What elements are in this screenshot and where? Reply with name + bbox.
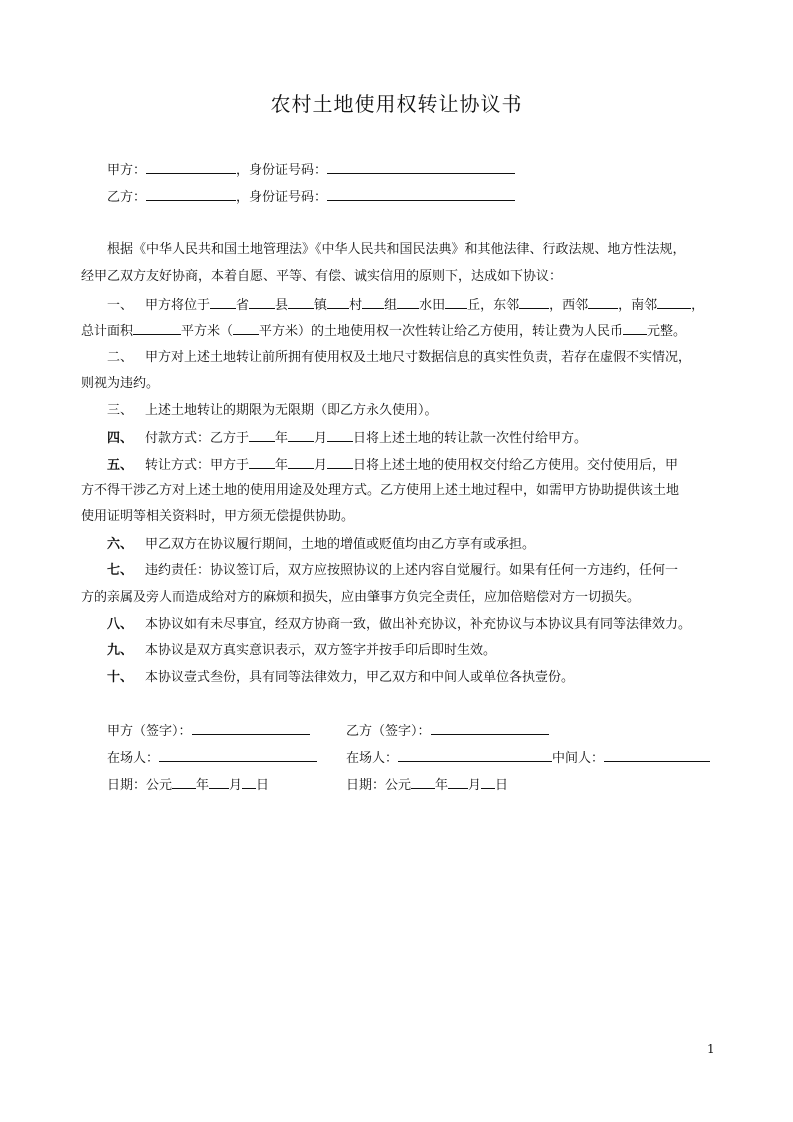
payment-month-field[interactable]	[288, 429, 314, 442]
clause-10-text: 本协议壹式叁份，具有同等法律效力，甲乙双方和中间人或单位各执壹份。	[145, 670, 575, 685]
clause-1-line-1	[107, 296, 704, 315]
jia-date-line	[107, 776, 269, 795]
clause-6-number: 六、	[107, 537, 134, 552]
clause-3-line	[107, 402, 438, 420]
clause-1-text: ，南邻	[618, 298, 658, 313]
clause-2-number: 二、	[107, 350, 134, 365]
clause-3-number: 三、	[107, 403, 134, 418]
clause-5-text: 转让方式：甲方于	[145, 458, 250, 473]
clause-7-line-2: 方的亲属及旁人而造成给对方的麻烦和损失，应由肇事方负完全责任，应加倍赔偿对方一切损失。	[81, 590, 641, 605]
clause-7-text: 违约责任：协议签订后，双方应按照协议的上述内容自觉履行。如果有任何一方违约，任何一	[145, 563, 679, 578]
transfer-year-field[interactable]	[249, 456, 275, 469]
intro-line-2: 经甲乙双方友好协商，本着自愿、平等、有偿、诚实信用的原则下，达成如下协议：	[81, 269, 563, 284]
yi-witness-label: 在场人：	[346, 751, 399, 766]
clause-10-line	[107, 669, 574, 687]
clause-8-number: 八、	[107, 617, 134, 632]
document-title: 农村土地使用权转让协议书	[270, 92, 523, 116]
clause-1-text: 总计面积	[81, 324, 134, 339]
payment-year-field[interactable]	[249, 429, 275, 442]
jia-witness-label: 在场人：	[107, 751, 160, 766]
yi-date-year-field[interactable]	[411, 776, 435, 789]
party-jia-name-field[interactable]	[146, 161, 236, 174]
party-yi-line	[107, 188, 515, 207]
clause-6-text: 甲乙双方在协议履行期间，土地的增值或贬值均由乙方享有或承担。	[145, 537, 536, 552]
yi-signature-line	[346, 722, 549, 741]
jia-date-month-label: 月	[229, 778, 243, 793]
yi-date-month-label: 月	[468, 778, 482, 793]
clause-4-number: 四、	[107, 431, 134, 446]
party-yi-id-field[interactable]	[327, 188, 515, 201]
clause-1-text: 平方米（	[181, 324, 234, 339]
clause-3-text: 上述土地转让的期限为无限期（即乙方永久使用）。	[145, 403, 438, 418]
clause-7-number: 七、	[107, 563, 134, 578]
plot-field[interactable]	[445, 296, 467, 309]
paddy-field-field[interactable]	[397, 296, 419, 309]
yi-signature-field[interactable]	[431, 722, 549, 735]
clause-5-number: 五、	[107, 458, 134, 473]
clause-4-text: 日将上述土地的转让款一次性付给甲方。	[353, 431, 588, 446]
clause-1-number: 一、	[107, 298, 134, 313]
yi-witness-field[interactable]	[398, 749, 552, 762]
transfer-day-field[interactable]	[327, 456, 353, 469]
party-jia-label: 甲方：	[107, 163, 147, 178]
area-alt-field[interactable]	[233, 322, 259, 335]
yi-date-day-field[interactable]	[481, 776, 495, 789]
clause-4-text: 月	[314, 431, 328, 446]
south-neighbor-field[interactable]	[657, 296, 691, 309]
yi-date-month-field[interactable]	[448, 776, 468, 789]
clause-1-text: 村	[349, 298, 363, 313]
clause-1-text: 镇	[314, 298, 328, 313]
clause-1-text: 省	[236, 298, 250, 313]
clause-4-text: 年	[275, 431, 289, 446]
clause-5-text: 月	[314, 458, 328, 473]
party-jia-line	[107, 161, 515, 180]
party-jia-id-label: ，身份证号码：	[236, 163, 328, 178]
jia-witness-field[interactable]	[159, 749, 317, 762]
jia-signature-field[interactable]	[192, 722, 310, 735]
east-neighbor-field[interactable]	[519, 296, 549, 309]
page-number: 1	[707, 1042, 715, 1056]
total-area-field[interactable]	[133, 322, 181, 335]
county-field[interactable]	[249, 296, 275, 309]
village-field[interactable]	[327, 296, 349, 309]
yi-witness-line	[346, 749, 710, 768]
clause-4-text: 付款方式：乙方于	[145, 431, 250, 446]
clause-1-text: 甲方将位于	[145, 298, 211, 313]
clause-1-line-2	[81, 322, 686, 341]
clause-8-line	[107, 616, 691, 634]
yi-date-label: 日期：公元	[346, 778, 412, 793]
jia-signature-line	[107, 722, 310, 741]
clause-9-text: 本协议是双方真实意识表示，双方签字并按手印后即时生效。	[145, 643, 497, 658]
clause-1-text: 元整。	[647, 324, 687, 339]
jia-date-year-field[interactable]	[172, 776, 196, 789]
yi-date-day-label: 日	[495, 778, 509, 793]
intro-line-1: 根据《中华人民共和国土地管理法》《中华人民共和国民法典》和其他法律、行政法规、地方性法规，	[107, 242, 686, 257]
middleman-label: 中间人：	[552, 751, 605, 766]
jia-date-label: 日期：公元	[107, 778, 173, 793]
clause-1-text: ，	[691, 298, 705, 313]
clause-1-text: 水田	[419, 298, 446, 313]
party-yi-label: 乙方：	[107, 190, 147, 205]
clause-5-line-3: 使用证明等相关资料时，甲方须无偿提供协助。	[81, 509, 355, 524]
jia-date-year-label: 年	[196, 778, 210, 793]
clause-10-number: 十、	[107, 670, 134, 685]
payment-day-field[interactable]	[327, 429, 353, 442]
clause-2-line-1	[107, 349, 691, 367]
clause-2-line-2: 则视为违约。	[81, 376, 160, 391]
jia-witness-line	[107, 749, 317, 768]
clause-1-text: 丘，东邻	[467, 298, 520, 313]
yi-date-line	[346, 776, 508, 795]
transfer-fee-field[interactable]	[623, 322, 647, 335]
clause-5-text: 年	[275, 458, 289, 473]
clause-9-number: 九、	[107, 643, 134, 658]
clause-9-line	[107, 642, 496, 660]
clause-4-line	[107, 429, 587, 448]
province-field[interactable]	[210, 296, 236, 309]
group-field[interactable]	[362, 296, 384, 309]
clause-8-text: 本协议如有未尽事宜，经双方协商一致，做出补充协议，补充协议与本协议具有同等法律效力。	[145, 617, 692, 632]
party-yi-id-label: ，身份证号码：	[236, 190, 328, 205]
clause-1-text: 县	[275, 298, 289, 313]
jia-date-month-field[interactable]	[209, 776, 229, 789]
yi-date-year-label: 年	[435, 778, 449, 793]
clause-1-text: 组	[384, 298, 398, 313]
yi-signature-label: 乙方（签字）：	[346, 724, 431, 739]
west-neighbor-field[interactable]	[588, 296, 618, 309]
clause-5-text: 日将上述土地的使用权交付给乙方使用。交付使用后，甲	[353, 458, 679, 473]
jia-date-day-label: 日	[256, 778, 270, 793]
clause-7-line-1	[107, 562, 678, 580]
jia-signature-label: 甲方（签字）：	[107, 724, 192, 739]
clause-1-text: 平方米）的土地使用权一次性转让给乙方使用，转让费为人民币	[259, 324, 624, 339]
transfer-month-field[interactable]	[288, 456, 314, 469]
clause-5-line-2: 方不得干涉乙方对上述土地的使用用途及处理方式。乙方使用上述土地过程中，如需甲方协助提供该土地	[81, 483, 680, 498]
party-jia-id-field[interactable]	[327, 161, 515, 174]
middleman-field[interactable]	[604, 749, 710, 762]
party-yi-name-field[interactable]	[146, 188, 236, 201]
clause-6-line	[107, 536, 535, 554]
clause-1-text: ，西邻	[549, 298, 589, 313]
jia-date-day-field[interactable]	[242, 776, 256, 789]
clause-2-text: 甲方对上述土地转让前所拥有使用权及土地尺寸数据信息的真实性负责，若存在虚假不实情况，	[145, 350, 692, 365]
town-field[interactable]	[288, 296, 314, 309]
clause-5-line-1	[107, 456, 678, 475]
